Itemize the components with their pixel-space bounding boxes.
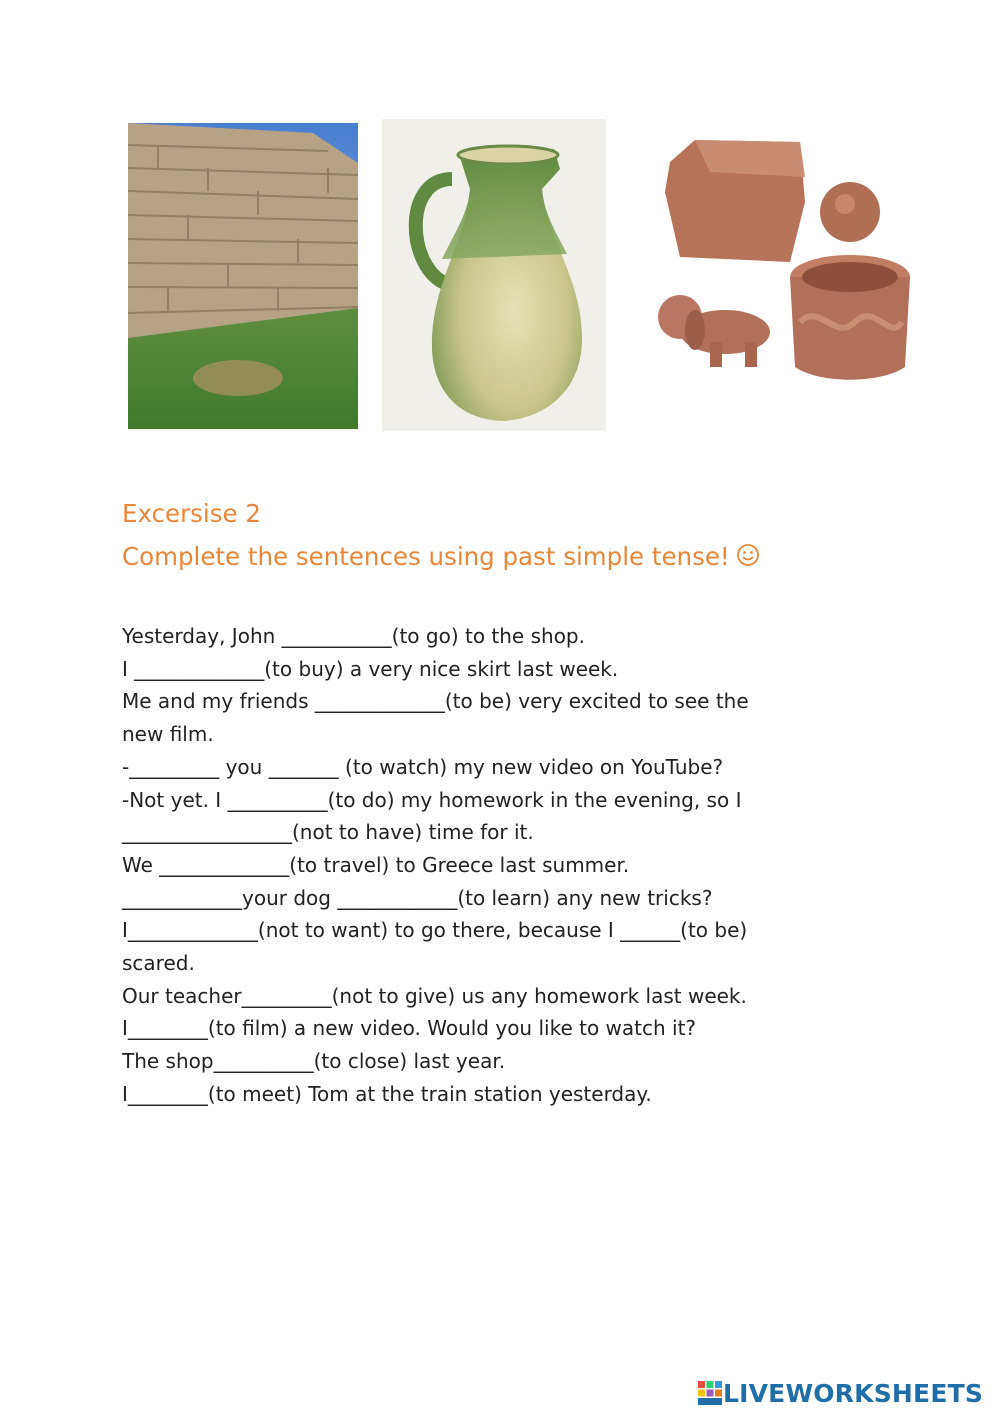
instruction-text: Complete the sentences using past simple tense! bbox=[122, 542, 730, 571]
sentence-line: scared. bbox=[122, 951, 195, 976]
sentence-line: -Not yet. I __________(to do) my homework in the evening, so I bbox=[122, 787, 742, 812]
sentence-line: ____________your dog ____________(to learn) any new tricks? bbox=[122, 885, 713, 910]
brand-name: LIVEWORKSHEETS bbox=[723, 1378, 984, 1408]
exercise-number: Excersise 2 bbox=[122, 499, 261, 528]
sentence-line: new film. bbox=[122, 722, 214, 747]
pottery-jug-image bbox=[382, 119, 606, 431]
liveworksheets-logo-icon bbox=[697, 1380, 723, 1406]
sentence-line: The shop__________(to close) last year. bbox=[122, 1049, 506, 1074]
sentence-line: Me and my friends _____________(to be) very excited to see the bbox=[122, 689, 749, 714]
sentence-line: I________(to meet) Tom at the train station yesterday. bbox=[122, 1081, 652, 1106]
sentence-line: Our teacher_________(not to give) us any homework last week. bbox=[122, 983, 747, 1008]
exercise-instruction bbox=[122, 543, 760, 572]
sentence-line: -_________ you _______ (to watch) my new video on YouTube? bbox=[122, 754, 724, 779]
sentence-list bbox=[122, 620, 882, 1111]
sentence-line: I_____________(not to want) to go there, because I ______(to be) bbox=[122, 918, 748, 943]
liveworksheets-logo bbox=[697, 1378, 983, 1408]
stone-wall-image bbox=[128, 123, 358, 429]
sentence-line: Yesterday, John ___________(to go) to the shop. bbox=[122, 624, 585, 648]
clay-objects-image bbox=[650, 132, 910, 392]
smiley-icon bbox=[736, 543, 760, 572]
sentence-line: _________________(not to have) time for it. bbox=[122, 820, 534, 845]
sentence-line: I _____________(to buy) a very nice skirt last week. bbox=[122, 656, 619, 681]
sentence-line: We _____________(to travel) to Greece last summer. bbox=[122, 852, 630, 877]
sentence-line: I________(to film) a new video. Would you like to watch it? bbox=[122, 1016, 697, 1041]
